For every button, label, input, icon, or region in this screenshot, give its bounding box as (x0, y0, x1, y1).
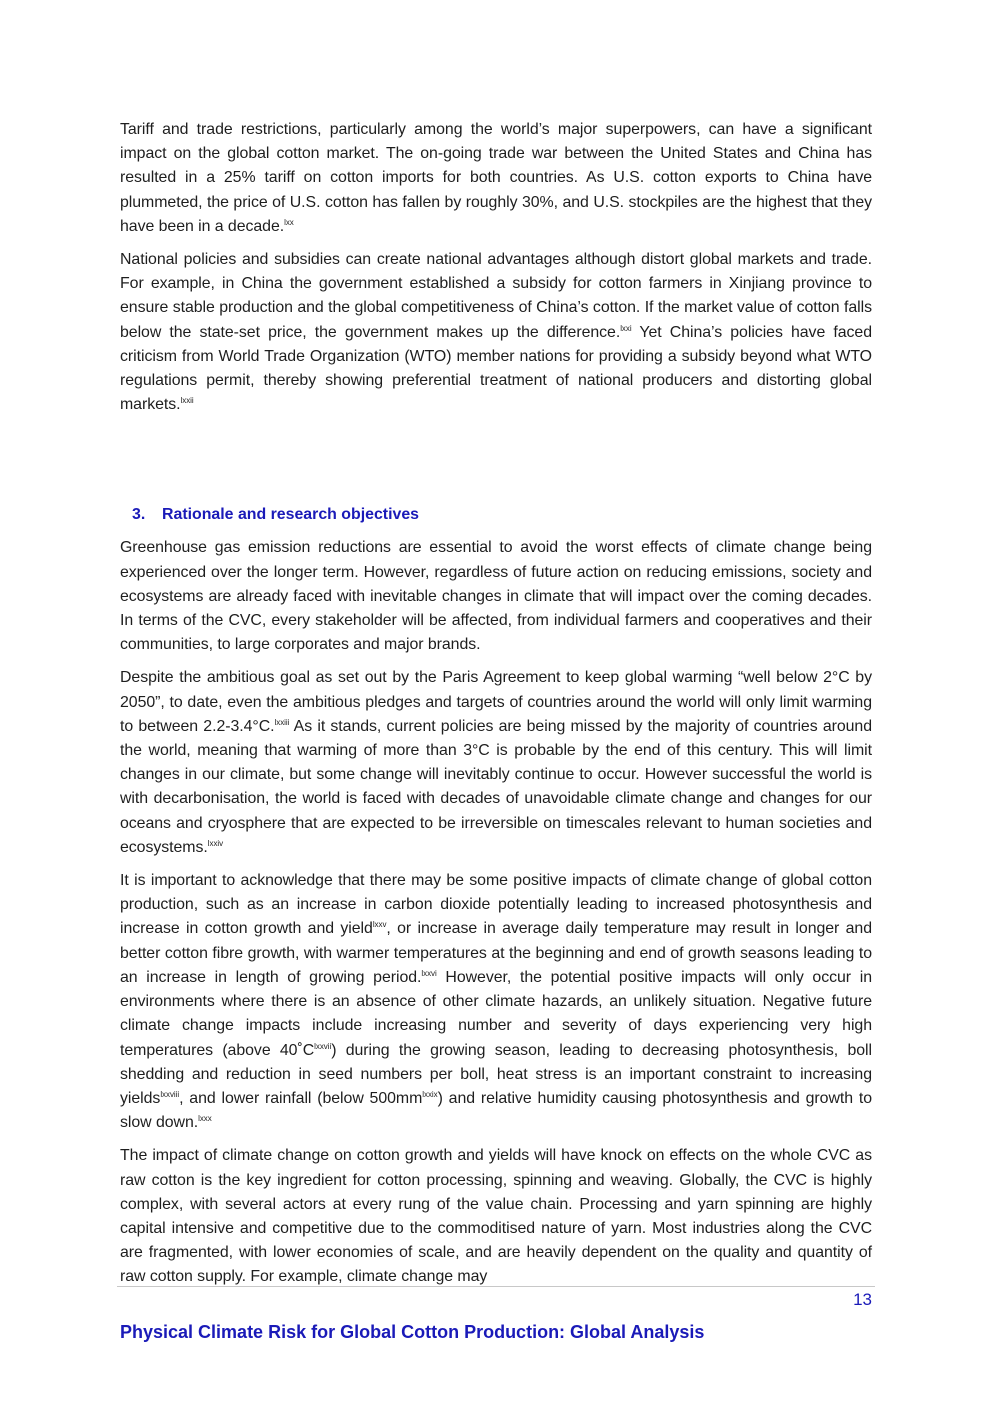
footer-divider (117, 1286, 875, 1287)
footnote-ref[interactable]: lxxi (620, 323, 632, 333)
footnote-ref[interactable]: lxxvii (314, 1041, 332, 1051)
paragraph-text: , or increase in average daily temperature may result in longer and better cotton fibre growth, with warmer temperatures at the beginning and end of growth seasons leading to an increase in length of growing period. (120, 920, 873, 986)
paragraph-impacts (120, 869, 872, 1135)
page-number: 13 (853, 1290, 872, 1309)
footnote-ref[interactable]: lxxix (422, 1089, 438, 1099)
paragraph-subsidies (120, 248, 872, 417)
paragraph-text: As it stands, current policies are being missed by the majority of countries around the world, meaning that warming of more than 3°C is probable by the end of this century. This will limit changes in our climate, but some change will inevitably continue to occur. However successful the world is with decarbonisation, the world is faced with decades of unavoidable climate change and changes for our oceans and cryosphere that are expected to be irreversible on timescales relevant to human societies and ecosystems. (120, 717, 872, 856)
footnote-ref[interactable]: lxxx (198, 1114, 212, 1124)
section-spacer (120, 426, 872, 503)
footnote-ref[interactable]: lxxiv (207, 838, 224, 848)
section-title: Rationale and research objectives (162, 506, 420, 524)
paragraph-text: ) during the growing season, leading to decreasing photosynthesis, boll shedding and reduction in seed numbers per boll, heat stress is an important constraint to increasing yields (120, 1041, 872, 1107)
footnote-ref[interactable]: lxxiii (274, 717, 290, 727)
footnote-ref[interactable]: lxxii (180, 396, 194, 406)
document-body (120, 118, 872, 1299)
paragraph-cvc: The impact of climate change on cotton growth and yields will have knock on effects on the whole CVC as raw cotton is the key ingredient for cotton processing, spinning and weaving. Globally, the CVC is highly complex, with several actors at every rung of the value chain. Processing and yarn spinning are highly capital intensive and competitive due to the commoditised nature of yarn. Most industries along the CVC are fragmented, with lower economies of scale, and are heavily dependent on the quality and quantity of raw cotton supply. For example, climate change may (120, 1147, 872, 1286)
paragraph-text: Tariff and trade restrictions, particularly among the world’s major superpowers, can have a significant impact on the global cotton market. The on-going trade war between the United States and China has resulted in a 25% tariff on cotton imports for both countries. As U.S. cotton exports to China have plummeted, the price of U.S. cotton has fallen by roughly 30%, and U.S. stockpiles are the highest that they have been in a decade. (120, 121, 872, 235)
paragraph-text: It is important to acknowledge that there may be some positive impacts of climate change of global cotton production, such as an increase in carbon dioxide potentially leading to increased photosynthesis and increase in cotton growth and yield (120, 872, 872, 938)
footnote-ref[interactable]: lxxviii (160, 1089, 180, 1099)
section-heading (120, 503, 872, 527)
footnote-ref[interactable]: lxx (284, 217, 294, 227)
paragraph-text: However, the potential positive impacts will only occur in environments where there is an absence of other climate hazards, an unlikely situation. Negative future climate change impacts include increasing number and severity of days experiencing very high temperatures (above 40˚C (120, 968, 873, 1059)
paragraph-paris-agreement (120, 666, 872, 860)
paragraph-tariffs (120, 118, 872, 239)
footer-document-title: Physical Climate Risk for Global Cotton Production: Global Analysis (120, 1322, 705, 1342)
paragraph-text: National policies and subsidies can create national advantages although distort global markets and trade. For example, in China the government established a subsidy for cotton farmers in Xinjiang province to ensure stable production and the global competitiveness of China’s cotton. If the market value of cotton falls below the state-set price, the government makes up the difference. (120, 251, 872, 341)
paragraph-text: ) and relative humidity causing photosynthesis and growth to slow down. (120, 1089, 872, 1132)
footnote-ref[interactable]: lxxvi (421, 968, 437, 978)
paragraph-text: , and lower rainfall (below 500mm (179, 1089, 423, 1107)
paragraph-emissions: Greenhouse gas emission reductions are essential to avoid the worst effects of climate change being experienced over the longer term. However, regardless of future action on reducing emissions, society and ecosystems are already faced with inevitable changes in climate that will impact over the coming decades. In terms of the CVC, every stakeholder will be affected, from individual farmers and cooperatives and their communities, to large corporates and major brands. (120, 539, 872, 654)
footnote-ref[interactable]: lxxv (372, 920, 387, 930)
section-number: 3. (132, 506, 146, 524)
paragraph-text: Yet China’s policies have faced criticism from World Trade Organization (WTO) member nations for providing a subsidy beyond what WTO regulations permit, thereby showing preferential treatment of national producers and distorting global markets. (120, 323, 872, 414)
paragraph-text: Despite the ambitious goal as set out by the Paris Agreement to keep global warming “well below 2°C by 2050”, to date, even the ambitious pledges and targets of countries around the world will only limit warming to between 2.2-3.4°C. (120, 669, 872, 735)
